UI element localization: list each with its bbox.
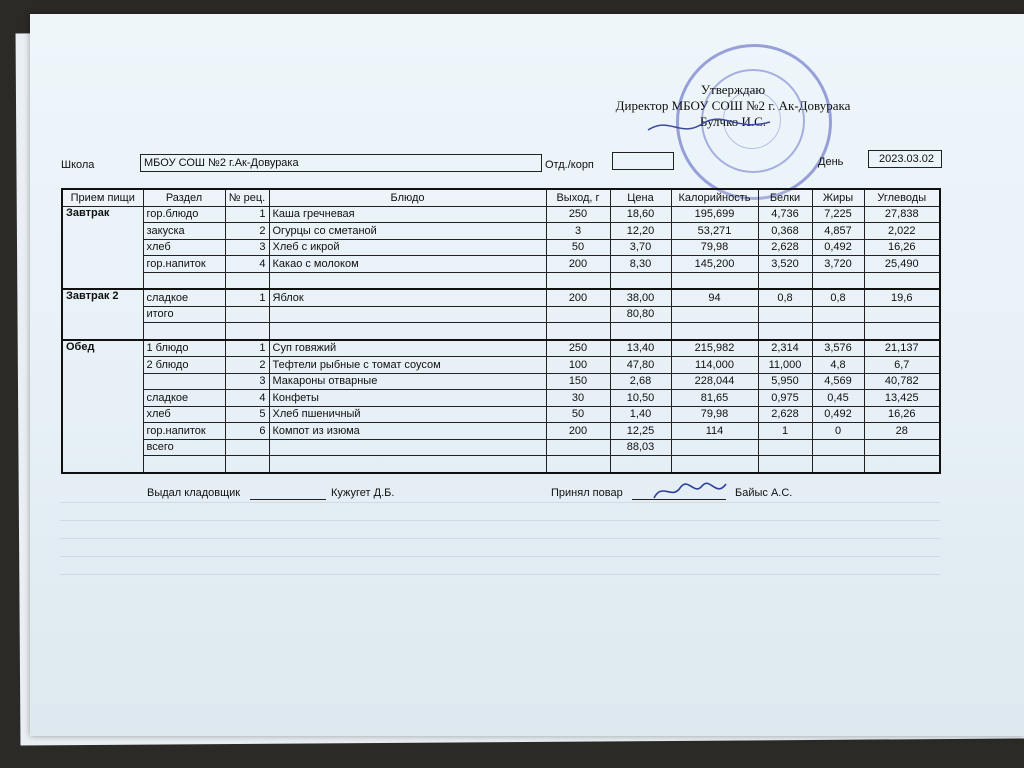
- carbs-cell: 28: [864, 423, 940, 440]
- yield-cell: 250: [546, 206, 610, 223]
- section-cell: гор.напиток: [143, 423, 225, 440]
- protein-cell: 2,628: [758, 406, 812, 423]
- fat-cell: [812, 323, 864, 340]
- fat-cell: 3,576: [812, 340, 864, 357]
- section-cell: [143, 373, 225, 390]
- carbs-cell: [864, 306, 940, 323]
- table-row: [62, 423, 940, 440]
- day-label: День: [818, 156, 844, 168]
- dish-cell: [269, 323, 546, 340]
- fat-cell: 0,45: [812, 390, 864, 407]
- meal-cell: [62, 406, 143, 423]
- approval-title: Утверждаю: [700, 82, 766, 97]
- recipe-no-cell: 6: [225, 423, 269, 440]
- protein-cell: 2,314: [758, 340, 812, 357]
- calories-cell: 215,982: [671, 340, 758, 357]
- table-row: [62, 357, 940, 374]
- calories-cell: 228,044: [671, 373, 758, 390]
- yield-cell: [546, 306, 610, 323]
- protein-cell: 0,368: [758, 223, 812, 240]
- dish-cell: [269, 439, 546, 456]
- section-cell: гор.блюдо: [143, 206, 225, 223]
- fat-cell: 4,8: [812, 357, 864, 374]
- dish-cell: Тефтели рыбные с томат соусом: [269, 357, 546, 374]
- col-price: Цена: [610, 189, 671, 206]
- table-row: [62, 373, 940, 390]
- dish-cell: [269, 272, 546, 289]
- table-row: [62, 223, 940, 240]
- carbs-cell: 6,7: [864, 357, 940, 374]
- dish-cell: Конфеты: [269, 390, 546, 407]
- school-label: Школа: [61, 159, 95, 171]
- calories-cell: 79,98: [671, 406, 758, 423]
- meal-name: Завтрак 2: [62, 289, 143, 306]
- recipe-no-cell: 4: [225, 390, 269, 407]
- meal-cell: [62, 423, 143, 440]
- dish-cell: [269, 306, 546, 323]
- calories-cell: 79,98: [671, 239, 758, 256]
- yield-cell: [546, 323, 610, 340]
- yield-cell: 100: [546, 357, 610, 374]
- meal-cell: [62, 272, 143, 289]
- protein-cell: 11,000: [758, 357, 812, 374]
- meal-name: Завтрак: [62, 206, 143, 223]
- price-cell: 1,40: [610, 406, 671, 423]
- carbs-cell: [864, 456, 940, 473]
- col-yield: Выход, г: [546, 189, 610, 206]
- price-cell: 8,30: [610, 256, 671, 273]
- price-cell: 88,03: [610, 439, 671, 456]
- director-signature: [640, 112, 780, 142]
- yield-cell: 200: [546, 289, 610, 306]
- calories-cell: 94: [671, 289, 758, 306]
- meal-name: Обед: [62, 340, 143, 357]
- calories-cell: 114,000: [671, 357, 758, 374]
- carbs-cell: 2,022: [864, 223, 940, 240]
- yield-cell: 200: [546, 256, 610, 273]
- meal-cell: [62, 306, 143, 323]
- table-row: [62, 239, 940, 256]
- fat-cell: [812, 456, 864, 473]
- fat-cell: 4,569: [812, 373, 864, 390]
- recipe-no-cell: 3: [225, 239, 269, 256]
- carbs-cell: [864, 323, 940, 340]
- section-cell: [143, 272, 225, 289]
- carbs-cell: 19,6: [864, 289, 940, 306]
- yield-cell: 50: [546, 239, 610, 256]
- col-fat: Жиры: [812, 189, 864, 206]
- col-carbs: Углеводы: [864, 189, 940, 206]
- issued-name: Кужугет Д.Б.: [331, 487, 395, 499]
- price-cell: 80,80: [610, 306, 671, 323]
- meal-cell: [62, 390, 143, 407]
- yield-cell: [546, 272, 610, 289]
- col-recipe: № рец.: [225, 189, 269, 206]
- cook-signature: [650, 478, 730, 504]
- price-cell: [610, 272, 671, 289]
- table-row: [62, 306, 940, 323]
- section-cell: сладкое: [143, 390, 225, 407]
- recipe-no-cell: 1: [225, 206, 269, 223]
- dish-cell: Какао с молоком: [269, 256, 546, 273]
- table-row: [62, 340, 940, 357]
- day-field[interactable]: 2023.03.02: [868, 150, 942, 168]
- section-cell: хлеб: [143, 239, 225, 256]
- section-cell: итого: [143, 306, 225, 323]
- recipe-no-cell: [225, 439, 269, 456]
- section-cell: 2 блюдо: [143, 357, 225, 374]
- table-row: [62, 390, 940, 407]
- issued-label: Выдал кладовщик: [147, 487, 241, 499]
- meal-cell: [62, 239, 143, 256]
- protein-cell: 0,8: [758, 289, 812, 306]
- calories-cell: 195,699: [671, 206, 758, 223]
- col-dish: Блюдо: [269, 189, 546, 206]
- recipe-no-cell: 2: [225, 223, 269, 240]
- dish-cell: [269, 456, 546, 473]
- table-row: [62, 272, 940, 289]
- protein-cell: 2,628: [758, 239, 812, 256]
- fat-cell: [812, 439, 864, 456]
- protein-cell: 4,736: [758, 206, 812, 223]
- recipe-no-cell: 4: [225, 256, 269, 273]
- meal-cell: [62, 323, 143, 340]
- col-protein: Белки: [758, 189, 812, 206]
- calories-cell: [671, 439, 758, 456]
- calories-cell: 145,200: [671, 256, 758, 273]
- carbs-cell: 27,838: [864, 206, 940, 223]
- protein-cell: [758, 456, 812, 473]
- col-meal: Прием пищи: [62, 189, 143, 206]
- col-calories: Калорийность: [671, 189, 758, 206]
- dish-cell: Хлеб с икрой: [269, 239, 546, 256]
- calories-cell: [671, 272, 758, 289]
- yield-cell: 250: [546, 340, 610, 357]
- price-cell: [610, 323, 671, 340]
- fat-cell: [812, 306, 864, 323]
- recipe-no-cell: [225, 323, 269, 340]
- yield-cell: 50: [546, 406, 610, 423]
- carbs-cell: 25,490: [864, 256, 940, 273]
- section-cell: хлеб: [143, 406, 225, 423]
- recipe-no-cell: 2: [225, 357, 269, 374]
- carbs-cell: [864, 439, 940, 456]
- recipe-no-cell: [225, 306, 269, 323]
- price-cell: 3,70: [610, 239, 671, 256]
- calories-cell: [671, 306, 758, 323]
- dish-cell: Огурцы со сметаной: [269, 223, 546, 240]
- fat-cell: 7,225: [812, 206, 864, 223]
- calories-cell: 53,271: [671, 223, 758, 240]
- meal-cell: [62, 456, 143, 473]
- protein-cell: [758, 439, 812, 456]
- price-cell: 18,60: [610, 206, 671, 223]
- fat-cell: [812, 272, 864, 289]
- menu-table: [61, 188, 941, 474]
- calories-cell: 114: [671, 423, 758, 440]
- approval-signer: Булчко И.С.: [699, 114, 767, 129]
- carbs-cell: 16,26: [864, 406, 940, 423]
- table-row: [62, 256, 940, 273]
- table-header-row: [62, 189, 940, 206]
- price-cell: 13,40: [610, 340, 671, 357]
- price-cell: 47,80: [610, 357, 671, 374]
- meal-cell: [62, 373, 143, 390]
- received-label: Принял повар: [551, 487, 623, 499]
- yield-cell: 3: [546, 223, 610, 240]
- protein-cell: 5,950: [758, 373, 812, 390]
- calories-cell: [671, 456, 758, 473]
- dept-label: Отд./корп: [545, 159, 594, 171]
- section-cell: всего: [143, 439, 225, 456]
- table-row: [62, 206, 940, 223]
- carbs-cell: [864, 272, 940, 289]
- school-field[interactable]: МБОУ СОШ №2 г.Ак-Довурака: [140, 154, 542, 172]
- table-row: [62, 439, 940, 456]
- meal-cell: [62, 256, 143, 273]
- protein-cell: 0,975: [758, 390, 812, 407]
- yield-cell: 150: [546, 373, 610, 390]
- recipe-no-cell: [225, 272, 269, 289]
- yield-cell: [546, 456, 610, 473]
- protein-cell: 3,520: [758, 256, 812, 273]
- price-cell: 12,20: [610, 223, 671, 240]
- recipe-no-cell: [225, 456, 269, 473]
- section-cell: закуска: [143, 223, 225, 240]
- fat-cell: 4,857: [812, 223, 864, 240]
- protein-cell: [758, 306, 812, 323]
- carbs-cell: 40,782: [864, 373, 940, 390]
- section-cell: гор.напиток: [143, 256, 225, 273]
- recipe-no-cell: 5: [225, 406, 269, 423]
- meal-cell: [62, 439, 143, 456]
- dish-cell: Компот из изюма: [269, 423, 546, 440]
- carbs-cell: 21,137: [864, 340, 940, 357]
- received-name: Байыс А.С.: [735, 487, 793, 499]
- section-cell: [143, 456, 225, 473]
- meal-cell: [62, 223, 143, 240]
- recipe-no-cell: 1: [225, 340, 269, 357]
- calories-cell: [671, 323, 758, 340]
- table-row: [62, 289, 940, 306]
- dish-cell: Макароны отварные: [269, 373, 546, 390]
- section-cell: сладкое: [143, 289, 225, 306]
- fat-cell: 0,492: [812, 239, 864, 256]
- price-cell: 12,25: [610, 423, 671, 440]
- table-row: [62, 323, 940, 340]
- fat-cell: 3,720: [812, 256, 864, 273]
- issued-signature-line: [250, 499, 326, 500]
- approval-position: Директор МБОУ СОШ №2 г. Ак-Довурака: [615, 98, 851, 113]
- recipe-no-cell: 3: [225, 373, 269, 390]
- price-cell: [610, 456, 671, 473]
- section-cell: 1 блюдо: [143, 340, 225, 357]
- fat-cell: 0: [812, 423, 864, 440]
- dish-cell: Хлеб пшеничный: [269, 406, 546, 423]
- yield-cell: 30: [546, 390, 610, 407]
- dish-cell: Суп говяжий: [269, 340, 546, 357]
- dish-cell: Каша гречневая: [269, 206, 546, 223]
- carbs-cell: 13,425: [864, 390, 940, 407]
- calories-cell: 81,65: [671, 390, 758, 407]
- table-row: [62, 456, 940, 473]
- protein-cell: [758, 272, 812, 289]
- dish-cell: Яблок: [269, 289, 546, 306]
- table-row: [62, 406, 940, 423]
- col-section: Раздел: [143, 189, 225, 206]
- carbs-cell: 16,26: [864, 239, 940, 256]
- recipe-no-cell: 1: [225, 289, 269, 306]
- dept-field[interactable]: [612, 152, 674, 170]
- section-cell: [143, 323, 225, 340]
- protein-cell: [758, 323, 812, 340]
- price-cell: 10,50: [610, 390, 671, 407]
- yield-cell: 200: [546, 423, 610, 440]
- price-cell: 2,68: [610, 373, 671, 390]
- meal-cell: [62, 357, 143, 374]
- fat-cell: 0,8: [812, 289, 864, 306]
- fat-cell: 0,492: [812, 406, 864, 423]
- yield-cell: [546, 439, 610, 456]
- price-cell: 38,00: [610, 289, 671, 306]
- protein-cell: 1: [758, 423, 812, 440]
